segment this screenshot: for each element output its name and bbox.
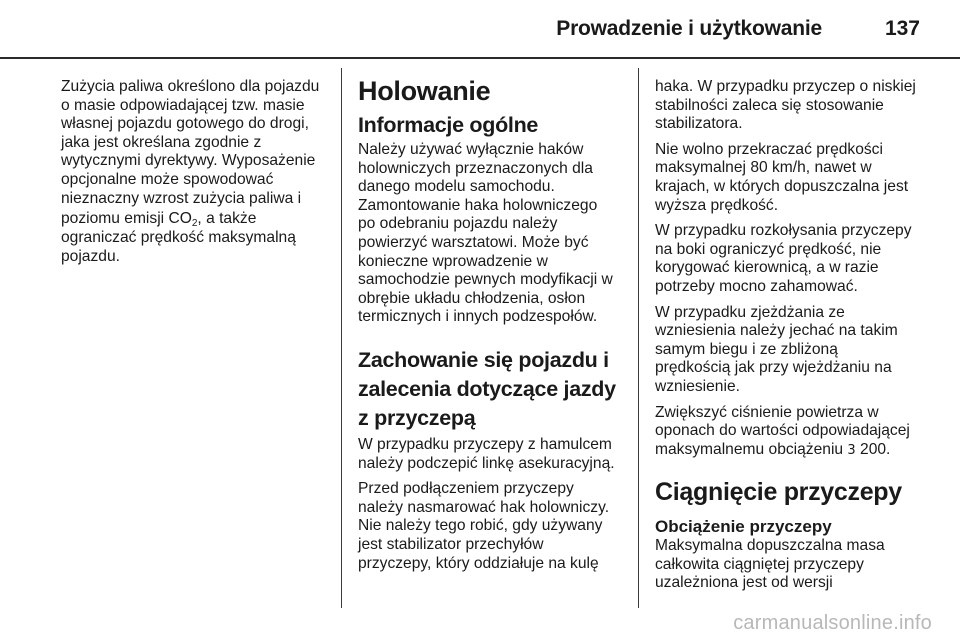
heading-line: z przyczepą [358,405,476,430]
text-line: ograniczać prędkość maksymalną [61,229,296,247]
paragraph-trailer-mass [655,537,927,593]
text-line: Maksymalna dopuszczalna masa [655,537,885,555]
text-line: wytycznymi dyrektywy. Wyposażenie [61,152,316,170]
page-number: 137 [884,17,920,40]
text-line: Zużycia paliwa określono dla pojazdu [61,78,320,95]
text-line: własnej pojazdu gotowego do drogi, [61,115,309,133]
text-line-reference [655,441,927,461]
text-line: maksymalnej 80 km/h, nawet w [655,159,872,177]
heading-line: zalecenia dotyczące jazdy [358,376,616,401]
reference-page-link[interactable]: 200. [855,440,891,458]
paragraph-swaying [655,222,927,296]
text-line: jest stabilizator przechyłów [358,535,544,553]
text-line: jaka jest określana zgodnie z [61,133,262,151]
text-line: należy podczepić linkę asekuracyjną. [358,454,615,472]
co2-suffix: , a także [197,210,257,228]
text-line: powierzyć warsztatowi. Może być [358,233,589,251]
header-title: Prowadzenie i użytkowanie [556,17,822,40]
text-line: Należy używać wyłącznie haków [358,141,584,158]
watermark-text: carmanualsonline.info [733,612,932,634]
paragraph-general-info [358,141,630,327]
paragraph-fuel-consumption [61,78,333,266]
subsection-title-trailer-load: Obciążenie przyczepy [655,517,832,537]
text-line: stabilizatora. [655,115,743,133]
text-line: Zamontowanie haka holowniczego [358,196,598,214]
heading-line: Zachowanie się pojazdu i [358,347,609,372]
column-divider [638,68,639,608]
text-line: samym biegu i ze zbliżoną [655,340,838,358]
text-line: stabilności zaleca się stosowanie [655,96,884,114]
text-line: na boki ograniczyć prędkość, nie [655,240,882,258]
paragraph-speed-limit [655,141,927,215]
paragraph-stabilizer [655,78,927,134]
column-2 [358,78,630,580]
column-3 [655,78,927,600]
section-title: Holowanie [358,76,491,106]
subsection-title: Informacje ogólne [358,113,539,137]
text-line: krajach, w których dopuszczalna jest [655,177,909,195]
text-line: danego modelu samochodu. [358,178,555,196]
page-header [0,0,960,60]
text-line: opcjonalne może spowodować [61,170,274,188]
text-line: Przed podłączeniem przyczepy [358,480,574,498]
section-title-towing: Ciągnięcie przyczepy [655,478,902,507]
spacer [358,334,630,346]
co2-subscript: 2 [191,218,198,230]
text-line: haka. W przypadku przyczep o niskiej [655,78,916,95]
text-line: oponach do wartości odpowiadającej [655,422,910,440]
text-line: Zwiększyć ciśnienie powietrza w [655,403,879,421]
column-divider [341,68,342,608]
text-line: holowniczych przeznaczonych dla [358,159,593,177]
text-line: uzależniona jest od wersji [655,574,833,592]
text-line: W przypadku przyczepy z hamulcem [358,435,612,453]
reference-prefix: maksymalnemu obciążeniu [655,440,848,458]
paragraph-tyre-pressure [655,404,927,461]
text-line: całkowita ciągniętej przyczepy [655,555,864,573]
text-line: pojazdu. [61,247,120,265]
paragraph-brake-cable [358,436,630,473]
text-line: należy nasmarować hak holowniczy. [358,498,610,516]
text-line: wzniesienie. [655,377,740,395]
text-line: termicznych i innych podzespołów. [358,308,598,326]
text-line: konieczne wprowadzenie w [358,252,548,270]
paragraph-downhill [655,304,927,397]
text-line: samochodzie pewnych modyfikacji w [358,271,613,289]
header-divider [0,57,960,59]
text-line: po odebraniu pojazdu należy [358,215,558,233]
text-line: obrębie układu chłodzenia, osłon [358,289,586,307]
text-line-co2 [61,208,333,229]
co2-prefix: poziomu emisji CO [61,210,192,228]
subsection-title-driving [358,346,630,433]
text-line: Nie wolno przekraczać prędkości [655,140,883,158]
column-1 [61,78,333,273]
paragraph-lubrication [358,480,630,573]
text-line: prędkością jak przy wjeżdżaniu na [655,359,892,377]
text-line: wzniesienia należy jechać na takim [655,322,898,340]
text-line: W przypadku zjeżdżania ze [655,303,845,321]
text-line: nieznaczny wzrost zużycia paliwa i [61,189,302,207]
text-line: W przypadku rozkołysania przyczepy [655,222,912,240]
text-line: wyższa prędkość. [655,196,779,214]
text-line: Nie należy tego robić, gdy używany [358,517,603,535]
page-reference-arrow-icon[interactable]: 3 [847,442,856,458]
text-line: potrzeby mocno zahamować. [655,277,858,295]
text-line: korygować kierownicą, a w razie [655,259,879,277]
text-line: przyczepy, który oddziałuje na kulę [358,554,599,572]
text-line: o masie odpowiadającej tzw. masie [61,96,305,114]
